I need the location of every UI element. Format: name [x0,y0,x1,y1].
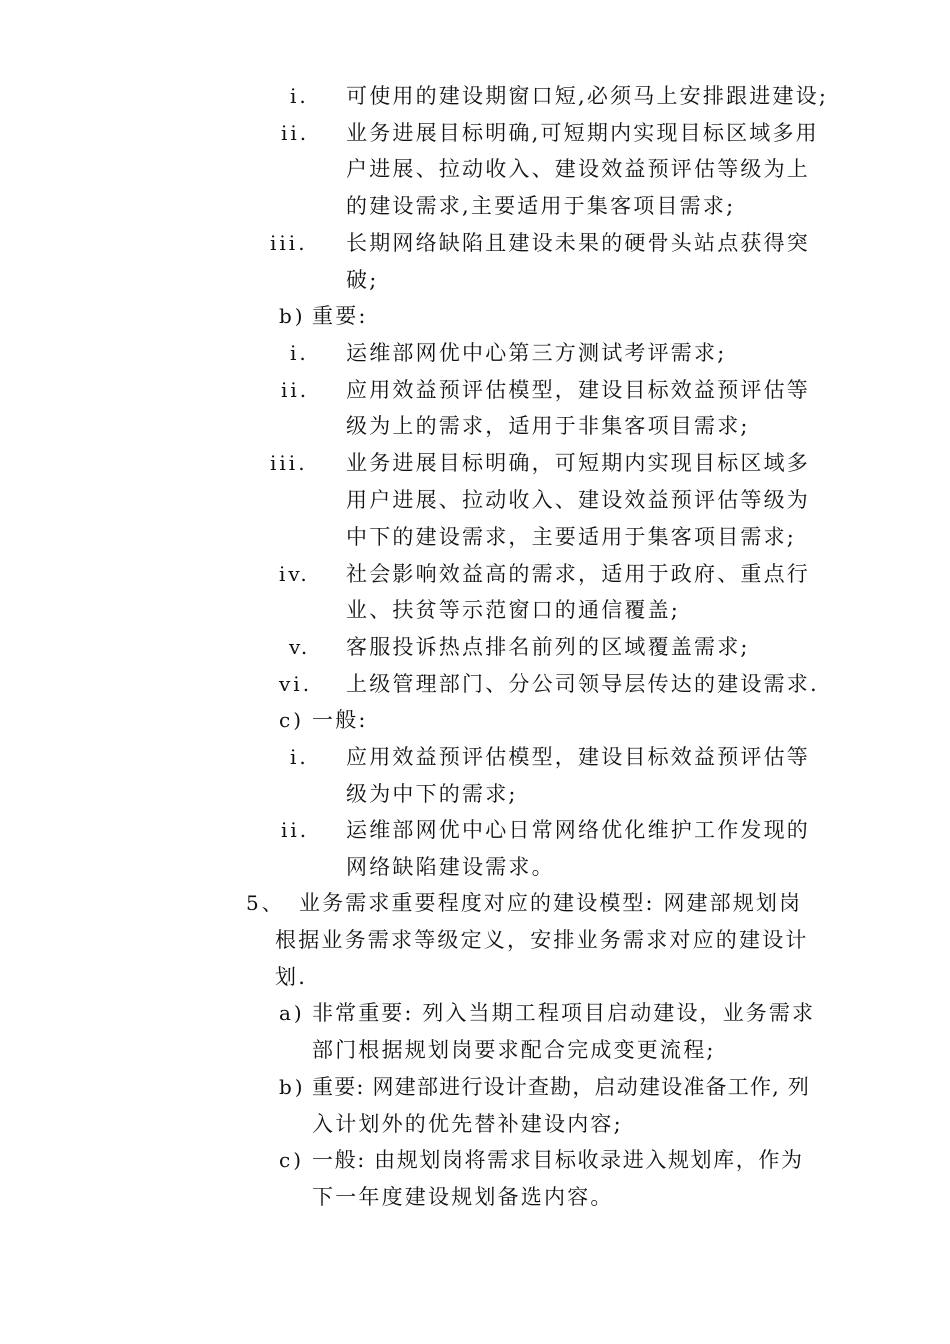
text-line: 业务进展目标明确，可短期内实现目标区域多 [346,451,810,475]
letter-marker: b) [279,304,306,328]
text-line: 网络缺陷建设需求。 [346,855,555,879]
roman-marker: i. [290,341,309,365]
roman-marker: iii. [270,451,308,475]
text-line: 客服投诉热点排名前列的区域覆盖需求; [346,635,750,659]
text-line: 社会影响效益高的需求，适用于政府、重点行 [346,562,810,586]
text-line: 重要: 网建部进行设计查勘，启动建设准备工作, 列 [312,1075,811,1099]
number-marker: 5、 [246,891,285,915]
roman-marker: ii. [281,818,310,842]
letter-marker: b) [279,1075,306,1099]
text-line: 的建设需求,主要适用于集客项目需求; [346,194,736,218]
text-line: 根据业务需求等级定义，安排业务需求对应的建设计 [275,928,809,952]
letter-marker: a) [279,1001,305,1025]
text-line: 一般: 由规划岗将需求目标收录进入规划库，作为 [312,1148,804,1172]
roman-marker: ii. [281,378,310,402]
text-line: 破; [346,268,379,292]
text-line: 长期网络缺陷且建设未果的硬骨头站点获得突 [346,231,810,255]
text-line: 应用效益预评估模型，建设目标效益预评估等 [346,378,810,402]
text-line: 可使用的建设期窗口短,必须马上安排跟进建设; [346,84,829,108]
text-line: 上级管理部门、分公司领导层传达的建设需求. [346,672,819,696]
text-line: 应用效益预评估模型，建设目标效益预评估等 [346,745,810,769]
roman-marker: v. [289,635,311,659]
text-line: 级为上的需求，适用于非集客项目需求; [346,414,750,438]
roman-marker: iii. [270,231,308,255]
subheading: 一般: [312,708,368,732]
text-line: 运维部网优中心日常网络优化维护工作发现的 [346,818,810,842]
text-line: 中下的建设需求，主要适用于集客项目需求; [346,525,797,549]
text-line: 入计划外的优先替补建设内容; [312,1112,623,1136]
letter-marker: c) [279,708,305,732]
letter-marker: c) [279,1148,305,1172]
text-line: 业务进展目标明确,可短期内实现目标区域多用 [346,121,819,145]
text-line: 业、扶贫等示范窗口的通信覆盖; [346,598,681,622]
roman-marker: vi. [279,672,313,696]
subheading: 重要: [312,304,368,328]
text-line: 运维部网优中心第三方测试考评需求; [346,341,727,365]
text-line: 非常重要: 列入当期工程项目启动建设，业务需求 [312,1001,816,1025]
roman-marker: i. [290,84,309,108]
roman-marker: iv. [279,562,310,586]
text-line: 业务需求重要程度对应的建设模型: 网建部规划岗 [299,891,803,915]
text-line: 划. [275,965,308,989]
roman-marker: i. [290,745,309,769]
text-line: 下一年度建设规划备选内容。 [312,1185,614,1209]
text-line: 用户进展、拉动收入、建设效益预评估等级为 [346,488,810,512]
text-line: 户进展、拉动收入、建设效益预评估等级为上 [346,157,810,181]
roman-marker: ii. [281,121,310,145]
text-line: 部门根据规划岗要求配合完成变更流程; [312,1038,716,1062]
text-line: 级为中下的需求; [346,782,518,806]
